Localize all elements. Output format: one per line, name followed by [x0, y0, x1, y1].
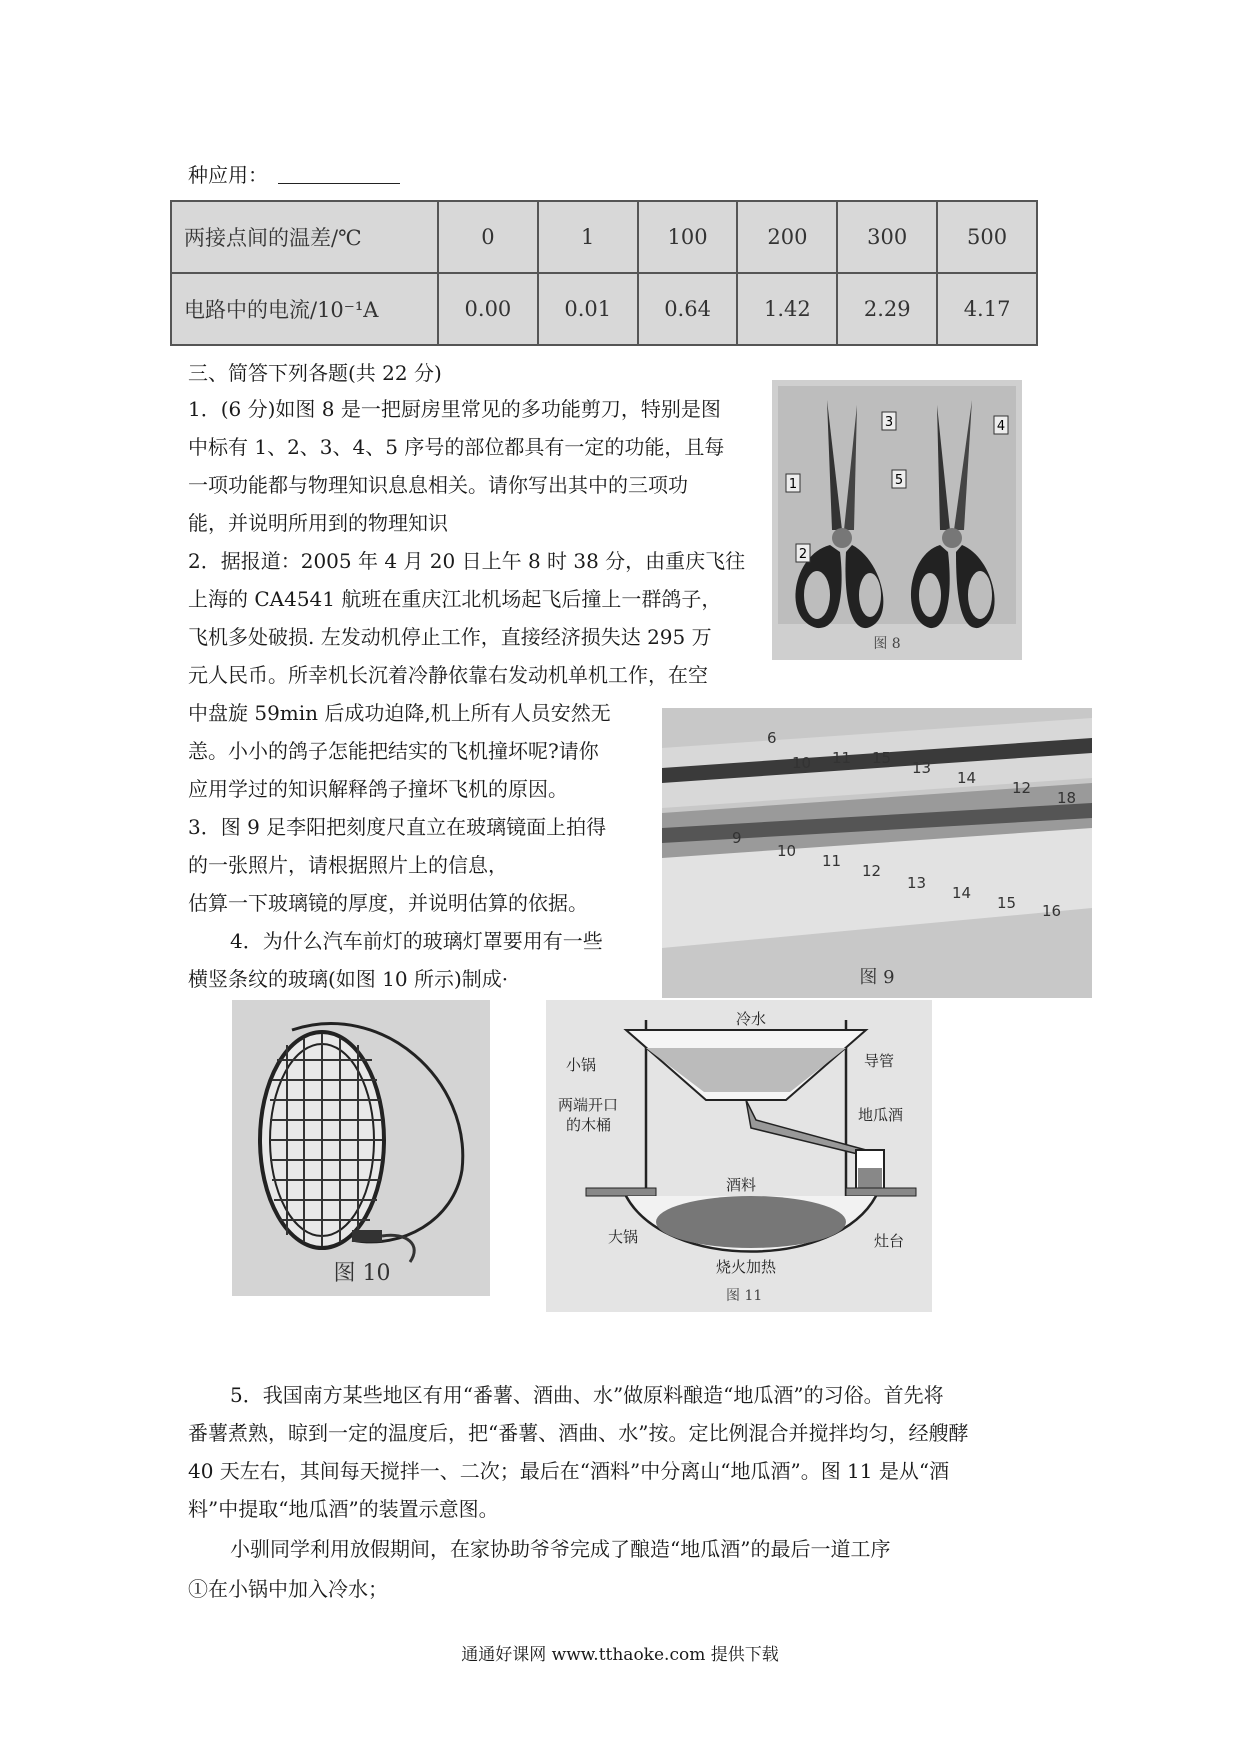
q5b-line: ①在小锅中加入冷水； [188, 1577, 388, 1601]
row2-label: 电路中的电流/10⁻¹A [171, 273, 438, 345]
ruler-tick: 14 [952, 884, 972, 902]
table-cell: 500 [937, 201, 1037, 273]
ruler-tick: 9 [732, 829, 742, 847]
label-barrel-2: 的木桶 [566, 1116, 612, 1134]
figure-11 [546, 1000, 932, 1312]
table-cell: 300 [837, 201, 937, 273]
fig10-caption: 图 10 [333, 1261, 391, 1286]
fig8-label: 4 [996, 419, 1006, 434]
table-cell: 2.29 [837, 273, 937, 345]
q5-line: 料”中提取“地瓜酒”的装置示意图。 [188, 1497, 499, 1521]
ruler-tick: 14 [957, 769, 977, 787]
fig8-label: 5 [894, 473, 904, 488]
q3-line: 的一张照片，请根据照片上的信息， [188, 853, 508, 877]
table-cell: 0.01 [538, 273, 638, 345]
label-big-pot: 大锅 [608, 1228, 639, 1246]
q1-line: 中标有 1、2、3、4、5 序号的部位都具有一定的功能，且每 [188, 435, 725, 459]
figure-9 [662, 708, 1092, 998]
table-cell: 0 [438, 201, 538, 273]
q2-line: 上海的 CA4541 航班在重庆江北机场起飞后撞上一群鸽子， [188, 587, 722, 611]
q5-line: 5．我国南方某些地区有用“番薯、酒曲、水”做原料酿造“地瓜酒”的习俗。首先将 [230, 1383, 944, 1407]
q1-line: 能，并说明所用到的物理知识 [188, 511, 448, 535]
label-small-pot: 小锅 [566, 1056, 597, 1074]
ruler-tick: 13 [912, 759, 932, 777]
label-mash: 酒料 [726, 1176, 757, 1194]
q5-line: 番薯煮熟，晾到一定的温度后，把“番薯、酒曲、水”按。定比例混合并搅拌均匀，经艘酵 [188, 1421, 969, 1445]
table-cell: 4.17 [937, 273, 1037, 345]
data-table [170, 200, 1038, 346]
fig8-caption: 图 8 [873, 636, 901, 652]
q2-line: 应用学过的知识解释鸽子撞坏飞机的原因。 [188, 777, 568, 801]
fig11-caption: 图 11 [726, 1288, 763, 1304]
ruler-tick: 6 [767, 729, 777, 747]
table-cell: 0.64 [638, 273, 738, 345]
q4-line: 4．为什么汽车前灯的玻璃灯罩要用有一些 [230, 929, 603, 953]
ruler-tick: 10 [777, 842, 797, 860]
ruler-tick: 10 [792, 754, 812, 772]
scissors-illustration [772, 380, 1022, 660]
ruler-photo [662, 708, 1092, 998]
q2-line: 恙。小小的鸽子怎能把结实的飞机撞坏呢?请你 [188, 739, 599, 763]
label-stove: 灶台 [874, 1232, 905, 1250]
ruler-tick: 11 [832, 749, 852, 767]
table-cell: 200 [737, 201, 837, 273]
table-cell: 1 [538, 201, 638, 273]
fig8-label: 1 [788, 477, 798, 492]
top-text: 种应用： [188, 163, 268, 187]
ruler-tick: 15 [872, 749, 892, 767]
q2-line: 中盘旋 59min 后成功迫降,机上所有人员安然无 [188, 701, 611, 725]
table-cell: 0.00 [438, 273, 538, 345]
answer-blank [278, 163, 400, 184]
ruler-tick: 13 [907, 874, 927, 892]
table-cell: 1.42 [737, 273, 837, 345]
label-wine: 地瓜酒 [858, 1106, 904, 1124]
q2-line: 元人民币。所幸机长沉着冷静依靠右发动机单机工作，在空 [188, 663, 708, 687]
label-pipe: 导管 [864, 1052, 895, 1070]
ruler-tick: 12 [862, 862, 882, 880]
q3-line: 3．图 9 足李阳把刻度尺直立在玻璃镜面上拍得 [188, 815, 607, 839]
figure-10 [232, 1000, 490, 1296]
q1-line: 1．(6 分)如图 8 是一把厨房里常见的多功能剪刀，特别是图 [188, 397, 721, 421]
label-cold-water: 冷水 [736, 1010, 767, 1028]
ruler-tick: 16 [1042, 902, 1062, 920]
distillation-diagram [546, 1000, 932, 1312]
headlamp-illustration [232, 1000, 490, 1296]
label-fire: 烧火加热 [716, 1258, 777, 1276]
q5b-line: 小驯同学利用放假期间，在家协助爷爷完成了酿造“地瓜酒”的最后一道工序 [230, 1537, 891, 1561]
table-row [171, 273, 1037, 345]
page-footer: 通通好课网 www.tthaoke.com 提供下载 [461, 1645, 779, 1665]
fig8-label: 2 [798, 547, 808, 562]
q3-line: 估算一下玻璃镜的厚度，并说明估算的依据。 [188, 891, 588, 915]
q5-line: 40 天左右，其间每天搅拌一、二次；最后在“酒料”中分离山“地瓜酒”。图 11 是从“酒 [188, 1459, 950, 1483]
table-cell: 100 [638, 201, 738, 273]
fig9-caption: 图 9 [859, 967, 895, 988]
row1-label: 两接点间的温差/℃ [171, 201, 438, 273]
table-row [171, 201, 1037, 273]
q2-line: 2．据报道：2005 年 4 月 20 日上午 8 时 38 分，由重庆飞往 [188, 549, 746, 573]
ruler-tick: 12 [1012, 779, 1032, 797]
ruler-tick: 11 [822, 852, 842, 870]
section-title: 三、简答下列各题(共 22 分) [188, 361, 442, 385]
figure-8 [772, 380, 1022, 660]
label-barrel-1: 两端开口 [558, 1096, 619, 1114]
q4-line: 横竖条纹的玻璃(如图 10 所示)制成· [188, 967, 509, 991]
q2-line: 飞机多处破损. 左发动机停止工作，直接经济损失达 295 万 [188, 625, 712, 649]
q1-line: 一项功能都与物理知识息息相关。请你写出其中的三项功 [188, 473, 688, 497]
top-line [188, 160, 400, 190]
ruler-tick: 15 [997, 894, 1017, 912]
ruler-tick: 18 [1057, 789, 1077, 807]
fig8-label: 3 [884, 415, 894, 430]
